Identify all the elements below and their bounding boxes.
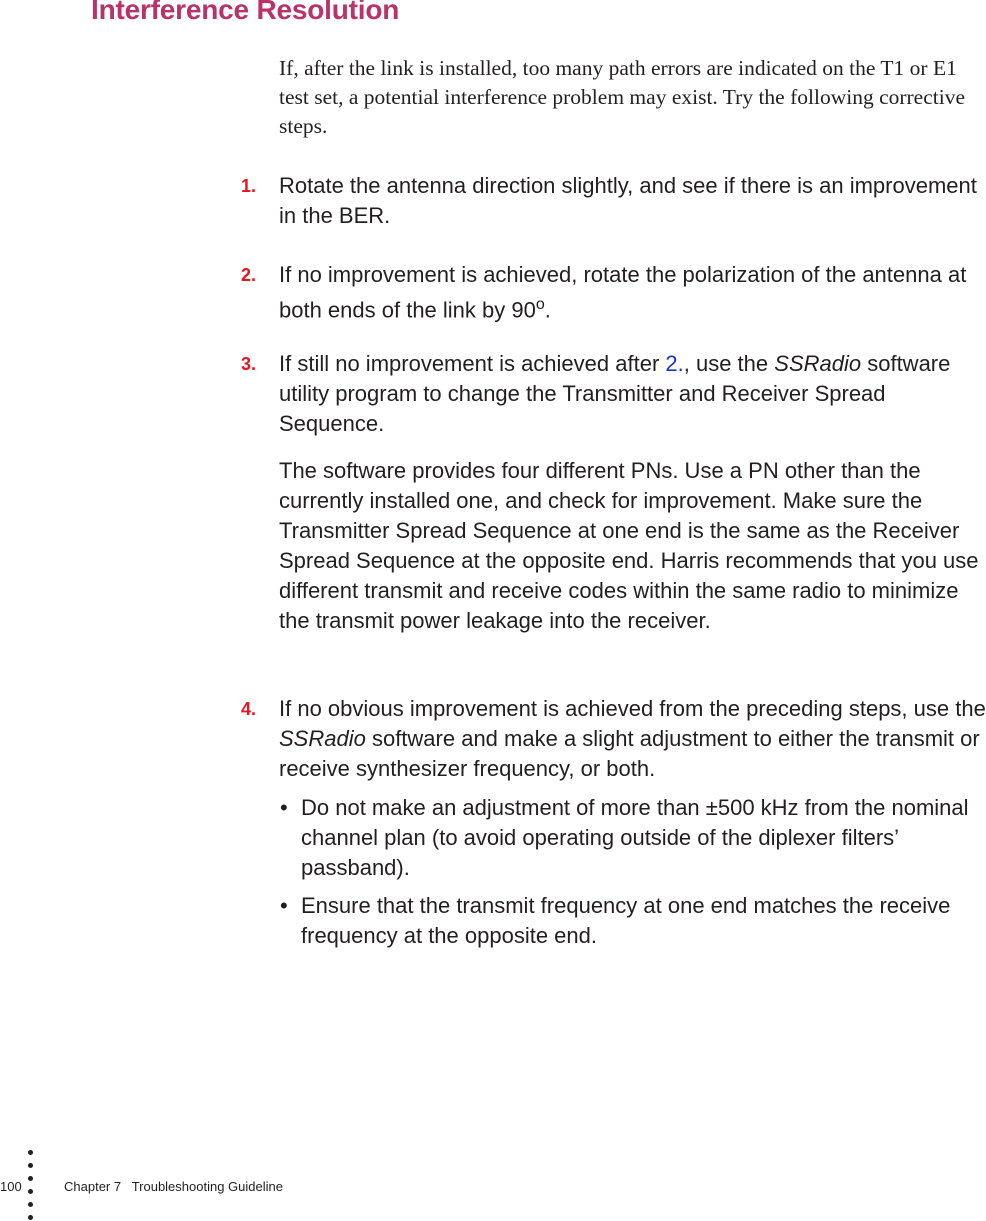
step-text-main: If no improvement is achieved, rotate the polarization of the antenna at both ends of the link by 90 — [279, 262, 967, 323]
step-number: 3. — [241, 354, 257, 374]
step-number: 1. — [241, 176, 257, 196]
step-text — [279, 349, 986, 439]
step-text-end: software utility program to change the Transmitter and Receiver Spread Sequence. — [279, 351, 951, 436]
software-name: SSRadio — [279, 726, 366, 751]
page-footer — [0, 1150, 986, 1221]
step-text-middle: , use the — [683, 351, 775, 376]
step-number: 4. — [241, 699, 257, 719]
step-text-start: If no obvious improvement is achieved from the preceding steps, use the — [279, 696, 986, 721]
chapter-title: Chapter 7 Troubleshooting Guideline — [64, 1179, 283, 1194]
degree-superscript: o — [535, 296, 545, 313]
software-name: SSRadio — [774, 351, 862, 376]
step-text — [279, 260, 986, 325]
step-2-link[interactable]: 2. — [665, 351, 684, 376]
bullet-dot: • — [280, 795, 288, 820]
bullet-dot: • — [280, 893, 288, 918]
bullet-text: Do not make an adjustment of more than ±500 kHz from the nominal channel plan (to avoid operating outside of the diplexer filters’ passband). — [301, 795, 969, 880]
step-detail-paragraph: The software provides four different PNs. Use a PN other than the currently installed one, and check for improvement. Make sure the Transmitter Spread Sequence at one end is the same as the Receiver Spread Sequence at the opposite end. Harris recommends that you use different transmit and receive codes within the same radio to minimize the transmit power leakage into the receiver. — [279, 458, 979, 633]
section-heading: Interference Resolution — [91, 0, 400, 25]
step-number: 2. — [241, 265, 257, 285]
step-text-end: . — [544, 297, 551, 323]
step-text: Rotate the antenna direction slightly, and see if there is an improvement in the BER. — [279, 173, 977, 228]
step-text — [279, 694, 986, 784]
step-text-end: software and make a slight adjustment to either the transmit or receive synthesizer frequency, or both. — [279, 726, 980, 781]
bullet-text: Ensure that the transmit frequency at one end matches the receive frequency at the opposite end. — [301, 893, 951, 948]
page-number: 100 — [0, 1179, 22, 1194]
intro-paragraph: If, after the link is installed, too many path errors are indicated on the T1 or E1 test set, a potential interference problem may exist. Try the following corrective steps. — [279, 56, 966, 138]
step-text-start: If still no improvement is achieved after — [279, 351, 666, 376]
